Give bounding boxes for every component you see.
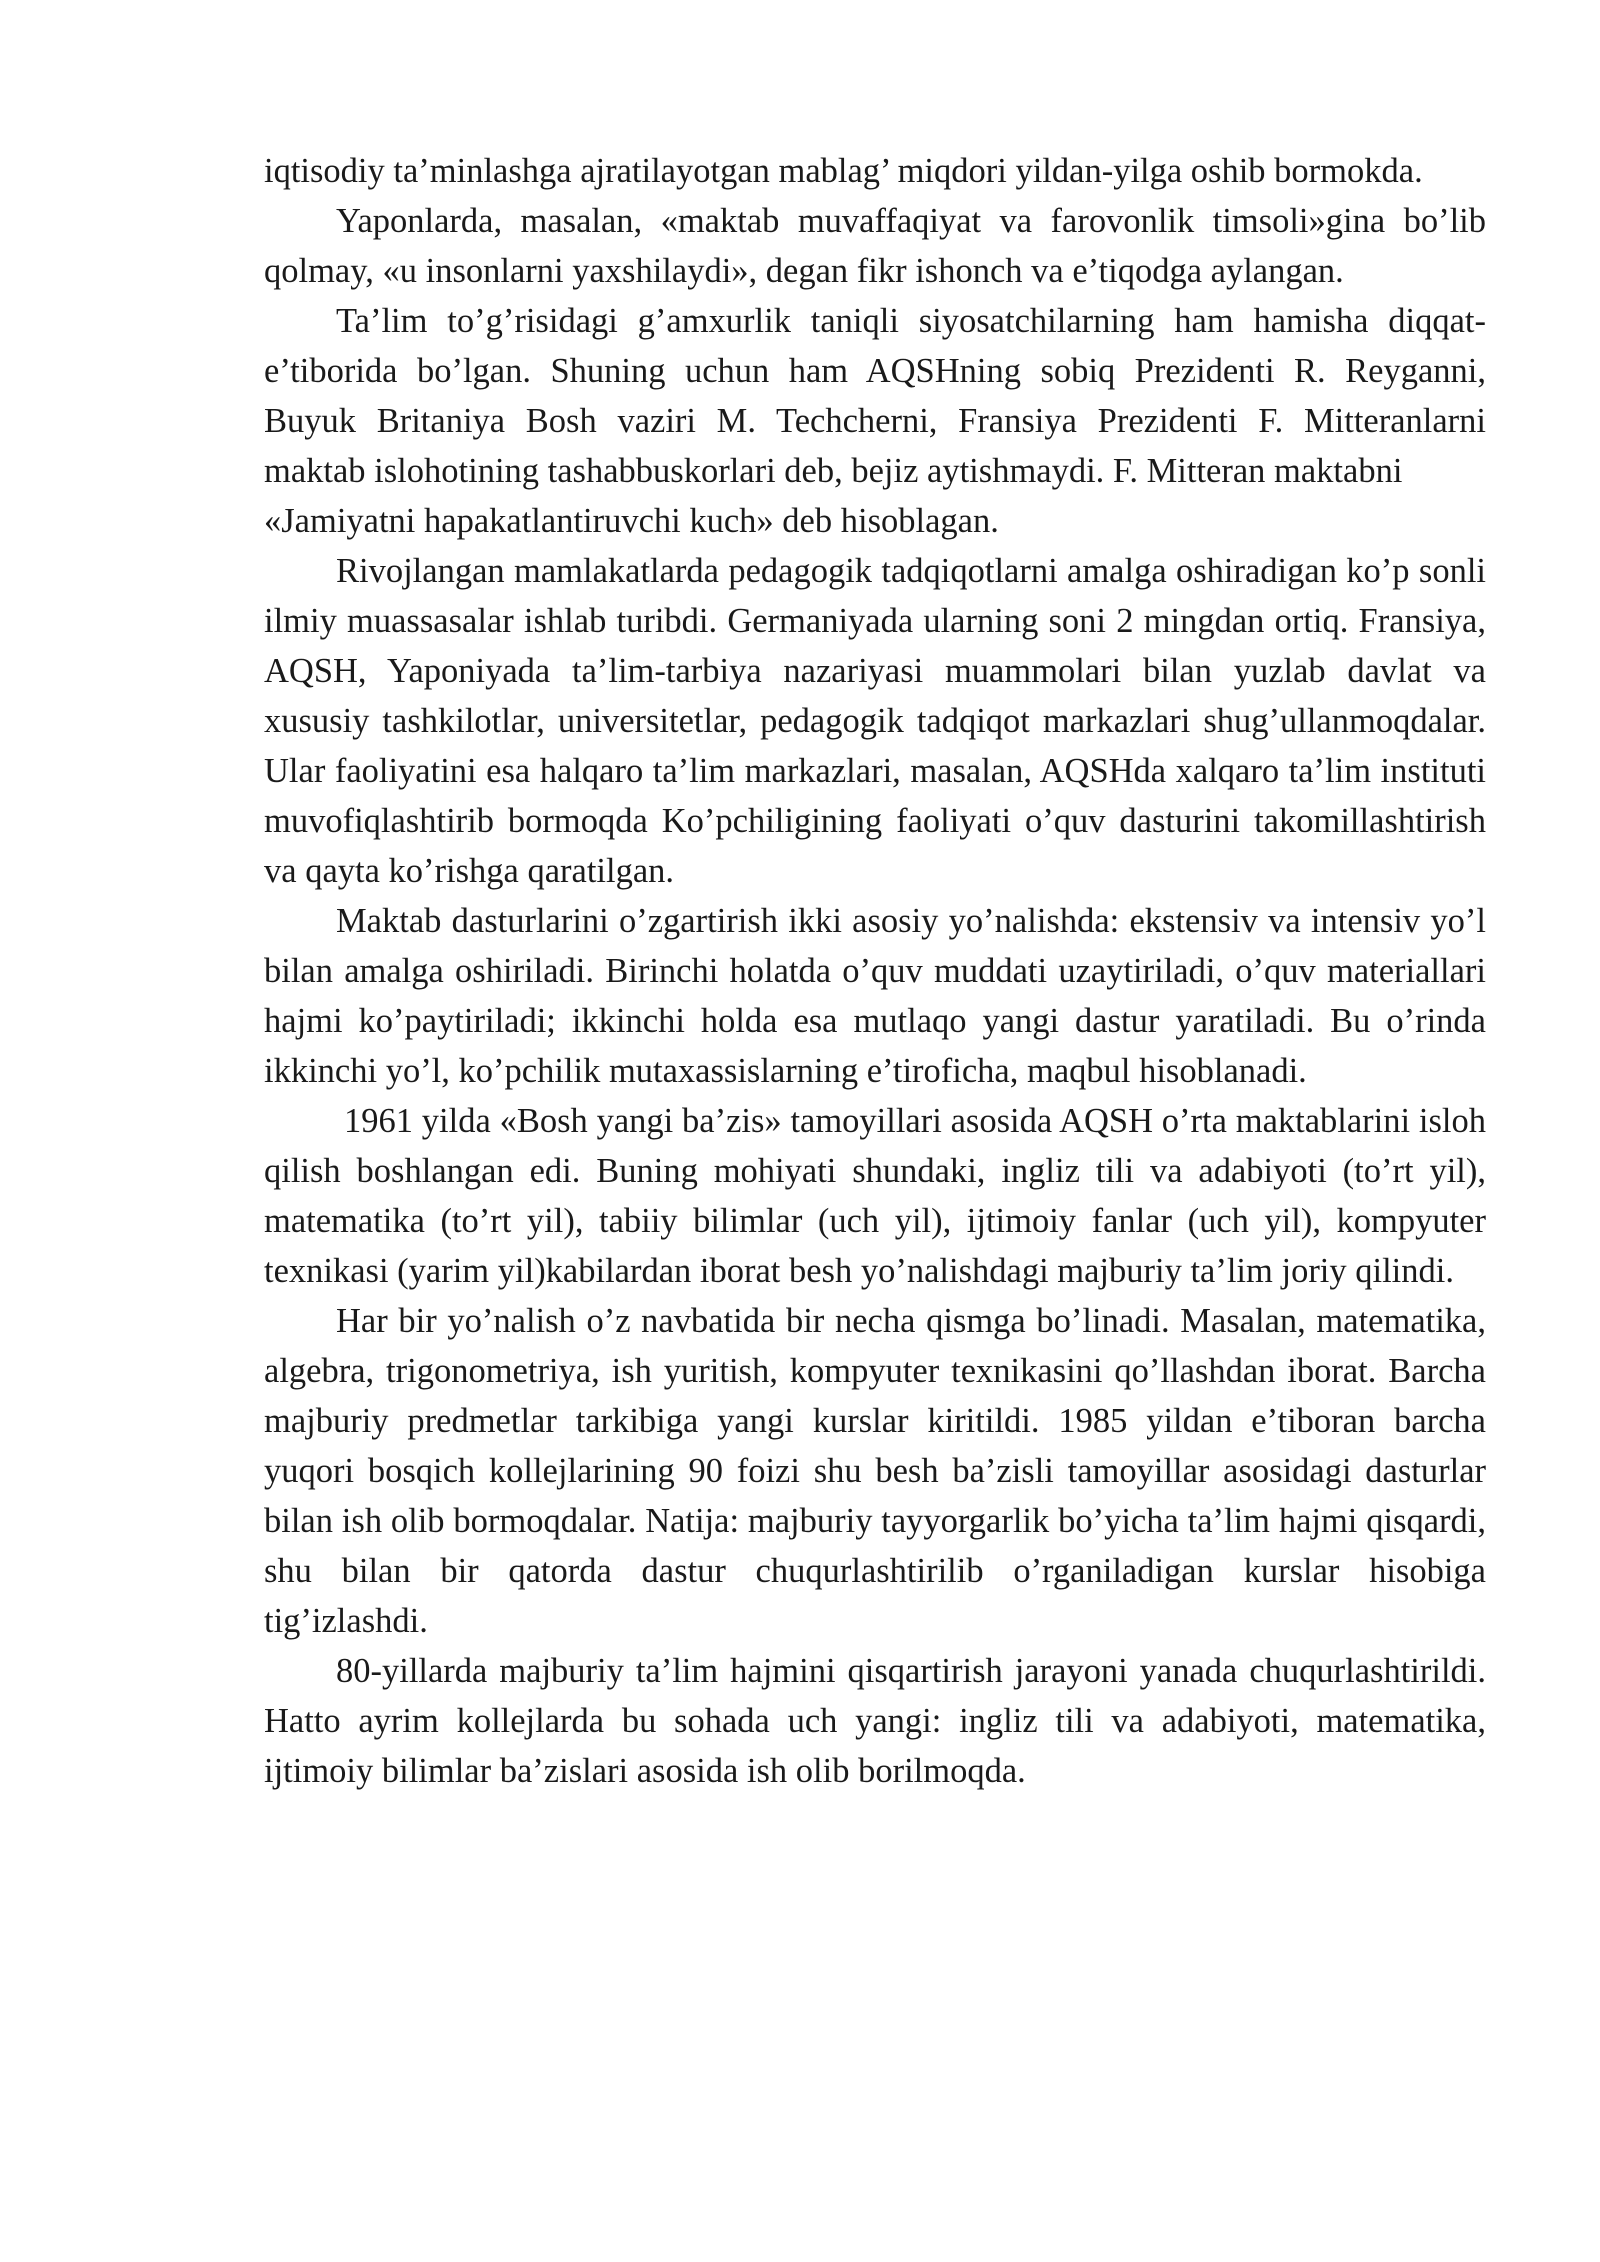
paragraph-6: Maktab dasturlarini o’zgartirish ikki asosiy yo’nalishda: ekstensiv va intensiv yo’l bilan amalga oshiriladi. Birinchi holatda o’quv muddati uzaytiriladi, o’quv materiallari hajmi ko’paytiriladi; ikkinchi holda esa mutlaqo yangi dastur yaratiladi. Bu o’rinda ikkinchi yo’l, ko’pchilik mutaxassislarning e’tiroficha, maqbul hisoblanadi. (264, 902, 1486, 1090)
paragraph-1: iqtisodiy ta’minlashga ajratilayotgan mablag’ miqdori yildan-yilga oshib bormokda. (264, 152, 1423, 190)
document-page (264, 146, 1486, 1796)
paragraph-9: 80-yillarda majburiy ta’lim hajmini qisqartirish jarayoni yanada chuqurlashtirildi. Hatto ayrim kollejlarda bu sohada uch yangi: ingliz tili va adabiyoti, matematika, ijtimoiy bilimlar ba’zislari asosida ish olib borilmoqda. (264, 1652, 1486, 1790)
paragraph-7: 1961 yilda «Bosh yangi ba’zis» tamoyillari asosida AQSH o’rta maktablarini isloh qilish boshlangan edi. Buning mohiyati shundaki, ingliz tili va adabiyoti (to’rt yil), matematika (to’rt yil), tabiiy bilimlar (uch yil), ijtimoiy fanlar (uch yil), kompyuter texnikasi (yarim yil)kabilardan iborat besh yo’nalishdagi majburiy ta’lim joriy qilindi. (264, 1102, 1486, 1290)
paragraph-8: Har bir yo’nalish o’z navbatida bir necha qismga bo’linadi. Masalan, matematika, algebra, trigonometriya, ish yuritish, kompyuter texnikasini qo’llashdan iborat. Barcha majburiy predmetlar tarkibiga yangi kurslar kiritildi. 1985 yildan e’tiboran barcha yuqori bosqich kollejlarining 90 foizi shu besh ba’zisli tamoyillar asosidagi dasturlar bilan ish olib bormoqdalar. Natija: majburiy tayyorgarlik bo’yicha ta’lim hajmi qisqardi, shu bilan bir qatorda dastur chuqurlashtirilib o’rganiladigan kurslar hisobiga tig’izlashdi. (264, 1302, 1486, 1640)
paragraph-3: Ta’lim to’g’risidagi g’amxurlik taniqli siyosatchilarning ham hamisha diqqat- e’tiborida bo’lgan. Shuning uchun ham AQSHning sobiq Prezidenti R. Reyganni, Buyuk Britaniya Bosh vaziri M. Techcherni, Fransiya Prezidenti F. Mitteranlarni maktab islohotining tashabbuskorlari deb, bejiz aytishmaydi. F. Mitteran maktabni (264, 302, 1486, 490)
paragraph-2: Yaponlarda, masalan, «maktab muvaffaqiyat va farovonlik timsoli»gina bo’lib qolmay, «u insonlarni yaxshilaydi», degan fikr ishonch va e’tiqodga aylangan. (264, 202, 1486, 290)
paragraph-4: «Jamiyatni hapakatlantiruvchi kuch» deb hisoblagan. (264, 502, 999, 540)
paragraph-5: Rivojlangan mamlakatlarda pedagogik tadqiqotlarni amalga oshiradigan ko’p sonli ilmiy muassasalar ishlab turibdi. Germaniyada ularning soni 2 mingdan ortiq. Fransiya, AQSH, Yaponiyada ta’lim-tarbiya nazariyasi muammolari bilan yuzlab davlat va xususiy tashkilotlar, universitetlar, pedagogik tadqiqot markazlari shug’ullanmoqdalar. Ular faoliyatini esa halqaro ta’lim markazlari, masalan, AQSHda xalqaro ta’lim instituti muvofiqlashtirib bormoqda Ko’pchiligining faoliyati o’quv dasturini takomillashtirish va qayta ko’rishga qaratilgan. (264, 552, 1486, 890)
